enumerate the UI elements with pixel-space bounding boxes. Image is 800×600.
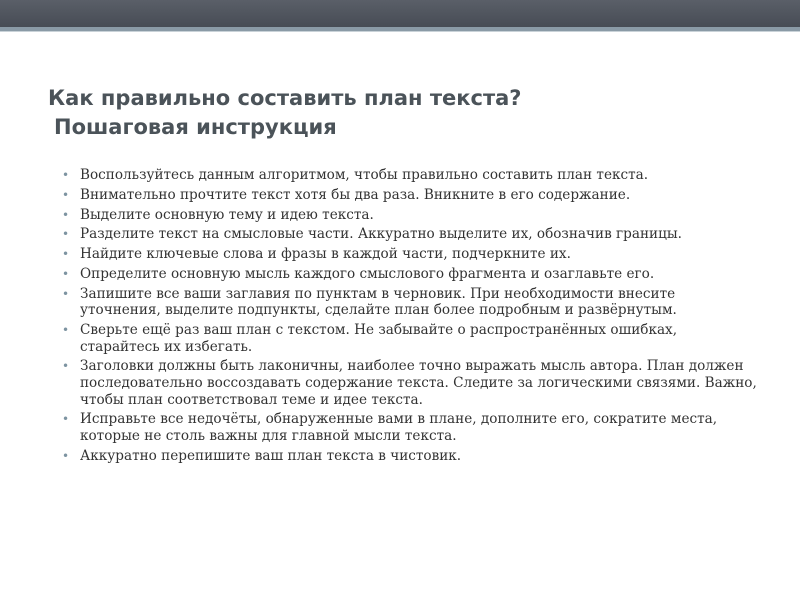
list-item: [58, 322, 758, 355]
list-item: [58, 187, 758, 204]
list-item-text: Исправьте все недочёты, обнаруженные вами в плане, дополните его, сократите места, которые не столь важны для главной мысли текста.: [80, 411, 718, 444]
bullet-icon: •: [62, 286, 70, 301]
slide-title: [48, 84, 748, 142]
bullet-icon: •: [62, 448, 70, 463]
list-item-text: Выделите основную тему и идею текста.: [80, 206, 374, 223]
list-item: [58, 266, 758, 283]
bullet-icon: •: [62, 207, 70, 222]
bullet-icon: •: [62, 247, 70, 262]
list-item: [58, 411, 758, 444]
header-thin-line: [0, 31, 800, 32]
title-line-1: Как правильно составить план текста?: [48, 86, 522, 110]
title-line-2: Пошаговая инструкция: [54, 115, 337, 139]
list-item-text: Аккуратно перепишите ваш план текста в чистовик.: [80, 447, 462, 464]
list-item-text: Воспользуйтесь данным алгоритмом, чтобы правильно составить план текста.: [80, 167, 649, 183]
bullet-icon: •: [62, 359, 70, 374]
list-item: [58, 167, 758, 184]
list-item: [58, 226, 758, 243]
bullet-icon: •: [62, 187, 70, 202]
list-item: [58, 448, 758, 465]
list-item-text: Заголовки должны быть лаконичны, наиболее точно выражать мысль автора. План должен последовательно воссоздавать содержание текста. Следите за логическими связями. Важно, чтобы план соответствовал теме и идее текста.: [80, 358, 757, 408]
bullet-icon: •: [62, 323, 70, 338]
list-item: [58, 358, 758, 408]
list-item-text: Внимательно прочтите текст хотя бы два раза. Вникните в его содержание.: [80, 186, 631, 203]
list-item: [58, 246, 758, 263]
list-item-text: Запишите все ваши заглавия по пунктам в черновик. При необходимости внесите уточнения, выделите подпункты, сделайте план более подробным и развёрнутым.: [80, 285, 677, 319]
list-item: [58, 207, 758, 224]
bullet-list: [58, 167, 758, 464]
list-item-text: Разделите текст на смысловые части. Аккуратно выделите их, обозначив границы.: [80, 226, 682, 243]
bullet-icon: •: [62, 266, 70, 281]
header-band: [0, 0, 800, 27]
list-item-text: Найдите ключевые слова и фразы в каждой части, подчеркните их.: [80, 246, 571, 263]
bullet-icon: •: [62, 412, 70, 427]
slide-body: [58, 167, 758, 468]
list-item-text: Сверьте ещё раз ваш план с текстом. Не забывайте о распространённых ошибках, старайтесь их избегать.: [80, 322, 678, 355]
bullet-icon: •: [62, 168, 70, 182]
list-item: [58, 286, 758, 319]
bullet-icon: •: [62, 227, 70, 242]
list-item-text: Определите основную мысль каждого смыслового фрагмента и озаглавьте его.: [80, 265, 655, 282]
